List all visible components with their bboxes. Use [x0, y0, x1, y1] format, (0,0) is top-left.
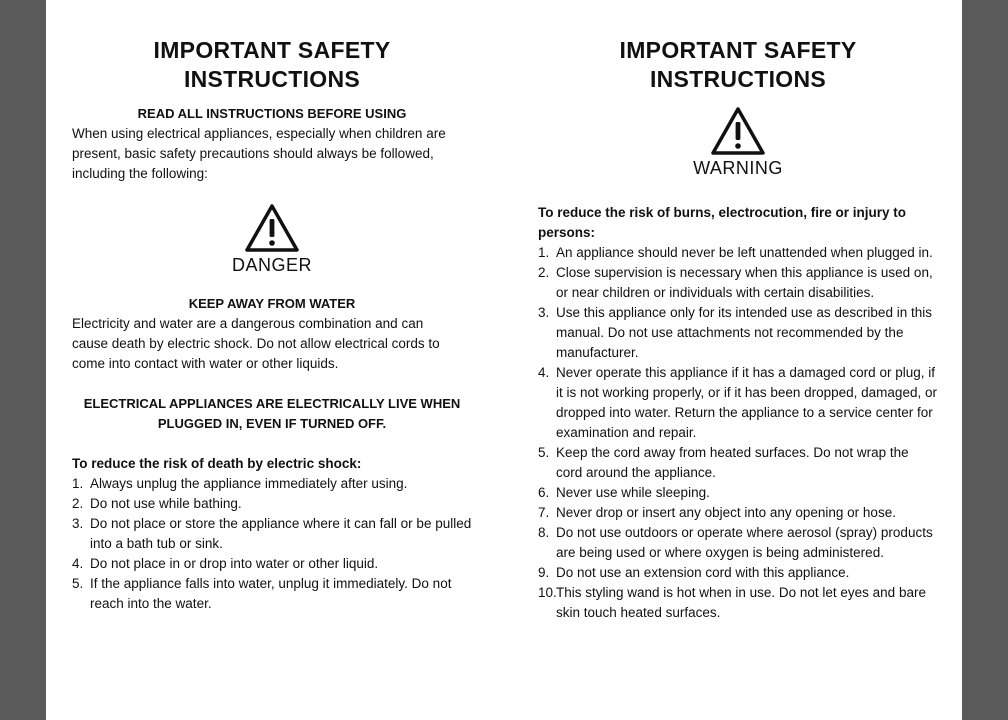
burns-risk-list [538, 243, 938, 623]
list-item-text: Close supervision is necessary when this appliance is used on, or near children or individuals with certain disabilities. [556, 265, 933, 300]
list-item [538, 443, 938, 483]
list-item [72, 494, 472, 514]
list-item [538, 583, 938, 623]
list-item-number: 3. [72, 516, 84, 531]
list-item-text: Do not use an extension cord with this appliance. [556, 565, 850, 580]
shock-risk-list [72, 474, 472, 614]
list-item [538, 483, 938, 503]
list-item [72, 554, 472, 574]
warning-triangle-icon [710, 106, 766, 156]
list-item-number: 2. [72, 496, 84, 511]
list-item-text: Never use while sleeping. [556, 485, 710, 500]
left-page-title [72, 36, 472, 94]
list-item-number: 8. [538, 525, 550, 540]
list-item [72, 474, 472, 494]
list-item-number: 3. [538, 305, 550, 320]
list-item-text: Keep the cord away from heated surfaces. Do not wrap the cord around the appliance. [556, 445, 909, 480]
right-title-line2: INSTRUCTIONS [649, 66, 827, 92]
danger-warning-triangle-icon [244, 203, 300, 253]
live-appliance-heading [72, 394, 472, 434]
manual-page-spread [46, 0, 962, 720]
list-item-number: 5. [538, 445, 550, 460]
list-item-number: 4. [538, 365, 550, 380]
list-item-text: Do not place or store the appliance where it can fall or be pulled into a bath tub or sink. [90, 516, 472, 551]
keep-away-heading: KEEP AWAY FROM WATER [188, 296, 356, 311]
list-item [538, 263, 938, 303]
live-heading-line2: PLUGGED IN, EVEN IF TURNED OFF. [157, 416, 387, 431]
list-item-text: Use this appliance only for its intended use as described in this manual. Do not use attachments not recommended by the manufacturer. [556, 305, 932, 360]
list-item [72, 574, 472, 614]
right-page-title [538, 36, 938, 94]
read-instructions-heading: READ ALL INSTRUCTIONS BEFORE USING [137, 106, 407, 121]
list-item-number: 6. [538, 485, 550, 500]
list-item-text: If the appliance falls into water, unplug it immediately. Do not reach into the water. [90, 576, 452, 611]
live-heading-line1: ELECTRICAL APPLIANCES ARE ELECTRICALLY LIVE WHEN [83, 396, 461, 411]
water-paragraph: Electricity and water are a dangerous combination and can cause death by electric shock. Do not allow electrical cords to come into contact with water or other liquids. [72, 316, 440, 371]
list-item-number: 2. [538, 265, 550, 280]
list-item-text: Do not use outdoors or operate where aerosol (spray) products are being used or where oxygen is being administered. [556, 525, 933, 560]
list-item [538, 243, 938, 263]
list-item [72, 514, 472, 554]
list-item [538, 303, 938, 363]
left-title-line1: IMPORTANT SAFETY [153, 37, 391, 63]
list-item [538, 563, 938, 583]
list-item-number: 10. [538, 585, 557, 600]
left-title-line2: INSTRUCTIONS [183, 66, 361, 92]
intro-paragraph: When using electrical appliances, especially when children are present, basic safety precautions should always be followed, including the following: [72, 126, 446, 181]
list-item-number: 1. [538, 245, 550, 260]
list-item-number: 9. [538, 565, 550, 580]
list-item [538, 363, 938, 443]
list-item-text: Do not place in or drop into water or other liquid. [90, 556, 379, 571]
list-item [538, 503, 938, 523]
shock-risk-heading: To reduce the risk of death by electric shock: [72, 456, 362, 471]
warning-label: WARNING [693, 158, 783, 178]
list-item-number: 7. [538, 505, 550, 520]
list-item-number: 4. [72, 556, 84, 571]
danger-label: DANGER [231, 255, 312, 275]
list-item-text: Never drop or insert any object into any opening or hose. [556, 505, 896, 520]
list-item-text: Always unplug the appliance immediately after using. [90, 476, 408, 491]
burns-risk-heading: To reduce the risk of burns, electrocution, fire or injury to persons: [538, 205, 907, 240]
list-item-number: 5. [72, 576, 84, 591]
right-title-line1: IMPORTANT SAFETY [619, 37, 857, 63]
list-item-text: This styling wand is hot when in use. Do not let eyes and bare skin touch heated surfaces. [556, 585, 926, 620]
list-item-text: Do not use while bathing. [90, 496, 242, 511]
list-item-number: 1. [72, 476, 84, 491]
list-item-text: An appliance should never be left unattended when plugged in. [556, 245, 933, 260]
danger-sign [72, 203, 472, 275]
warning-sign [538, 106, 938, 178]
list-item [538, 523, 938, 563]
list-item-text: Never operate this appliance if it has a damaged cord or plug, if it is not working properly, or if it has been dropped, damaged, or dropped into water. Return the appliance to a service center for examination and repair. [556, 365, 937, 440]
